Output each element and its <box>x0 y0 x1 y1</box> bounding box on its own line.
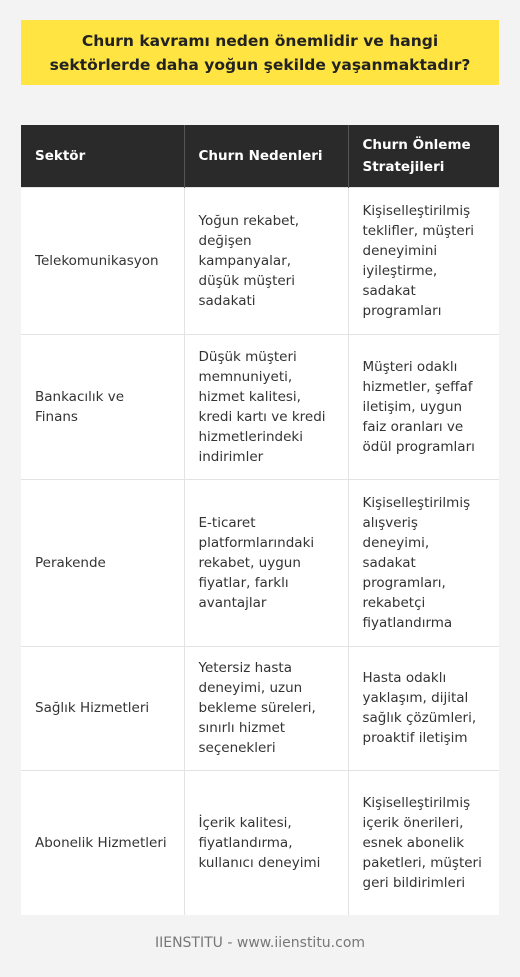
cell-reasons: İçerik kalitesi, fiyatlandırma, kullanıcı deneyimi <box>184 770 348 915</box>
cell-strategies: Kişiselleştirilmiş içerik önerileri, esnek abonelik paketleri, müşteri geri bildirimleri <box>348 770 499 915</box>
cell-sector: Abonelik Hizmetleri <box>21 770 184 915</box>
cell-reasons: Düşük müşteri memnuniyeti, hizmet kalitesi, kredi kartı ve kredi hizmetlerindeki indirimler <box>184 334 348 479</box>
cell-strategies: Kişiselleştirilmiş teklifler, müşteri deneyimini iyileştirme, sadakat programları <box>348 187 499 334</box>
page-title: Churn kavramı neden önemlidir ve hangi sektörlerde daha yoğun şekilde yaşanmaktadır? <box>21 20 499 85</box>
cell-sector: Telekomunikasyon <box>21 187 184 334</box>
cell-reasons: Yetersiz hasta deneyimi, uzun bekleme süreleri, sınırlı hizmet seçenekleri <box>184 646 348 770</box>
header-sector: Sektör <box>21 125 184 187</box>
cell-reasons: Yoğun rekabet, değişen kampanyalar, düşük müşteri sadakati <box>184 187 348 334</box>
footer-credit: IIENSTITU - www.iienstitu.com <box>154 935 366 951</box>
table-row <box>21 479 499 646</box>
sector-table <box>21 125 499 915</box>
cell-strategies: Müşteri odaklı hizmetler, şeffaf iletişim, uygun faiz oranları ve ödül programları <box>348 334 499 479</box>
table-row <box>21 334 499 479</box>
cell-sector: Sağlık Hizmetleri <box>21 646 184 770</box>
cell-strategies: Hasta odaklı yaklaşım, dijital sağlık çözümleri, proaktif iletişim <box>348 646 499 770</box>
cell-reasons: E-ticaret platformlarındaki rekabet, uygun fiyatlar, farklı avantajlar <box>184 479 348 646</box>
cell-sector: Bankacılık ve Finans <box>21 334 184 479</box>
cell-sector: Perakende <box>21 479 184 646</box>
table-header-row <box>21 125 499 187</box>
table-row <box>21 187 499 334</box>
header-churn-reasons: Churn Nedenleri <box>184 125 348 187</box>
table-row <box>21 770 499 915</box>
table-row <box>21 646 499 770</box>
cell-strategies: Kişiselleştirilmiş alışveriş deneyimi, sadakat programları, rekabetçi fiyatlandırma <box>348 479 499 646</box>
header-prevention-strategies: Churn Önleme Stratejileri <box>348 125 499 187</box>
